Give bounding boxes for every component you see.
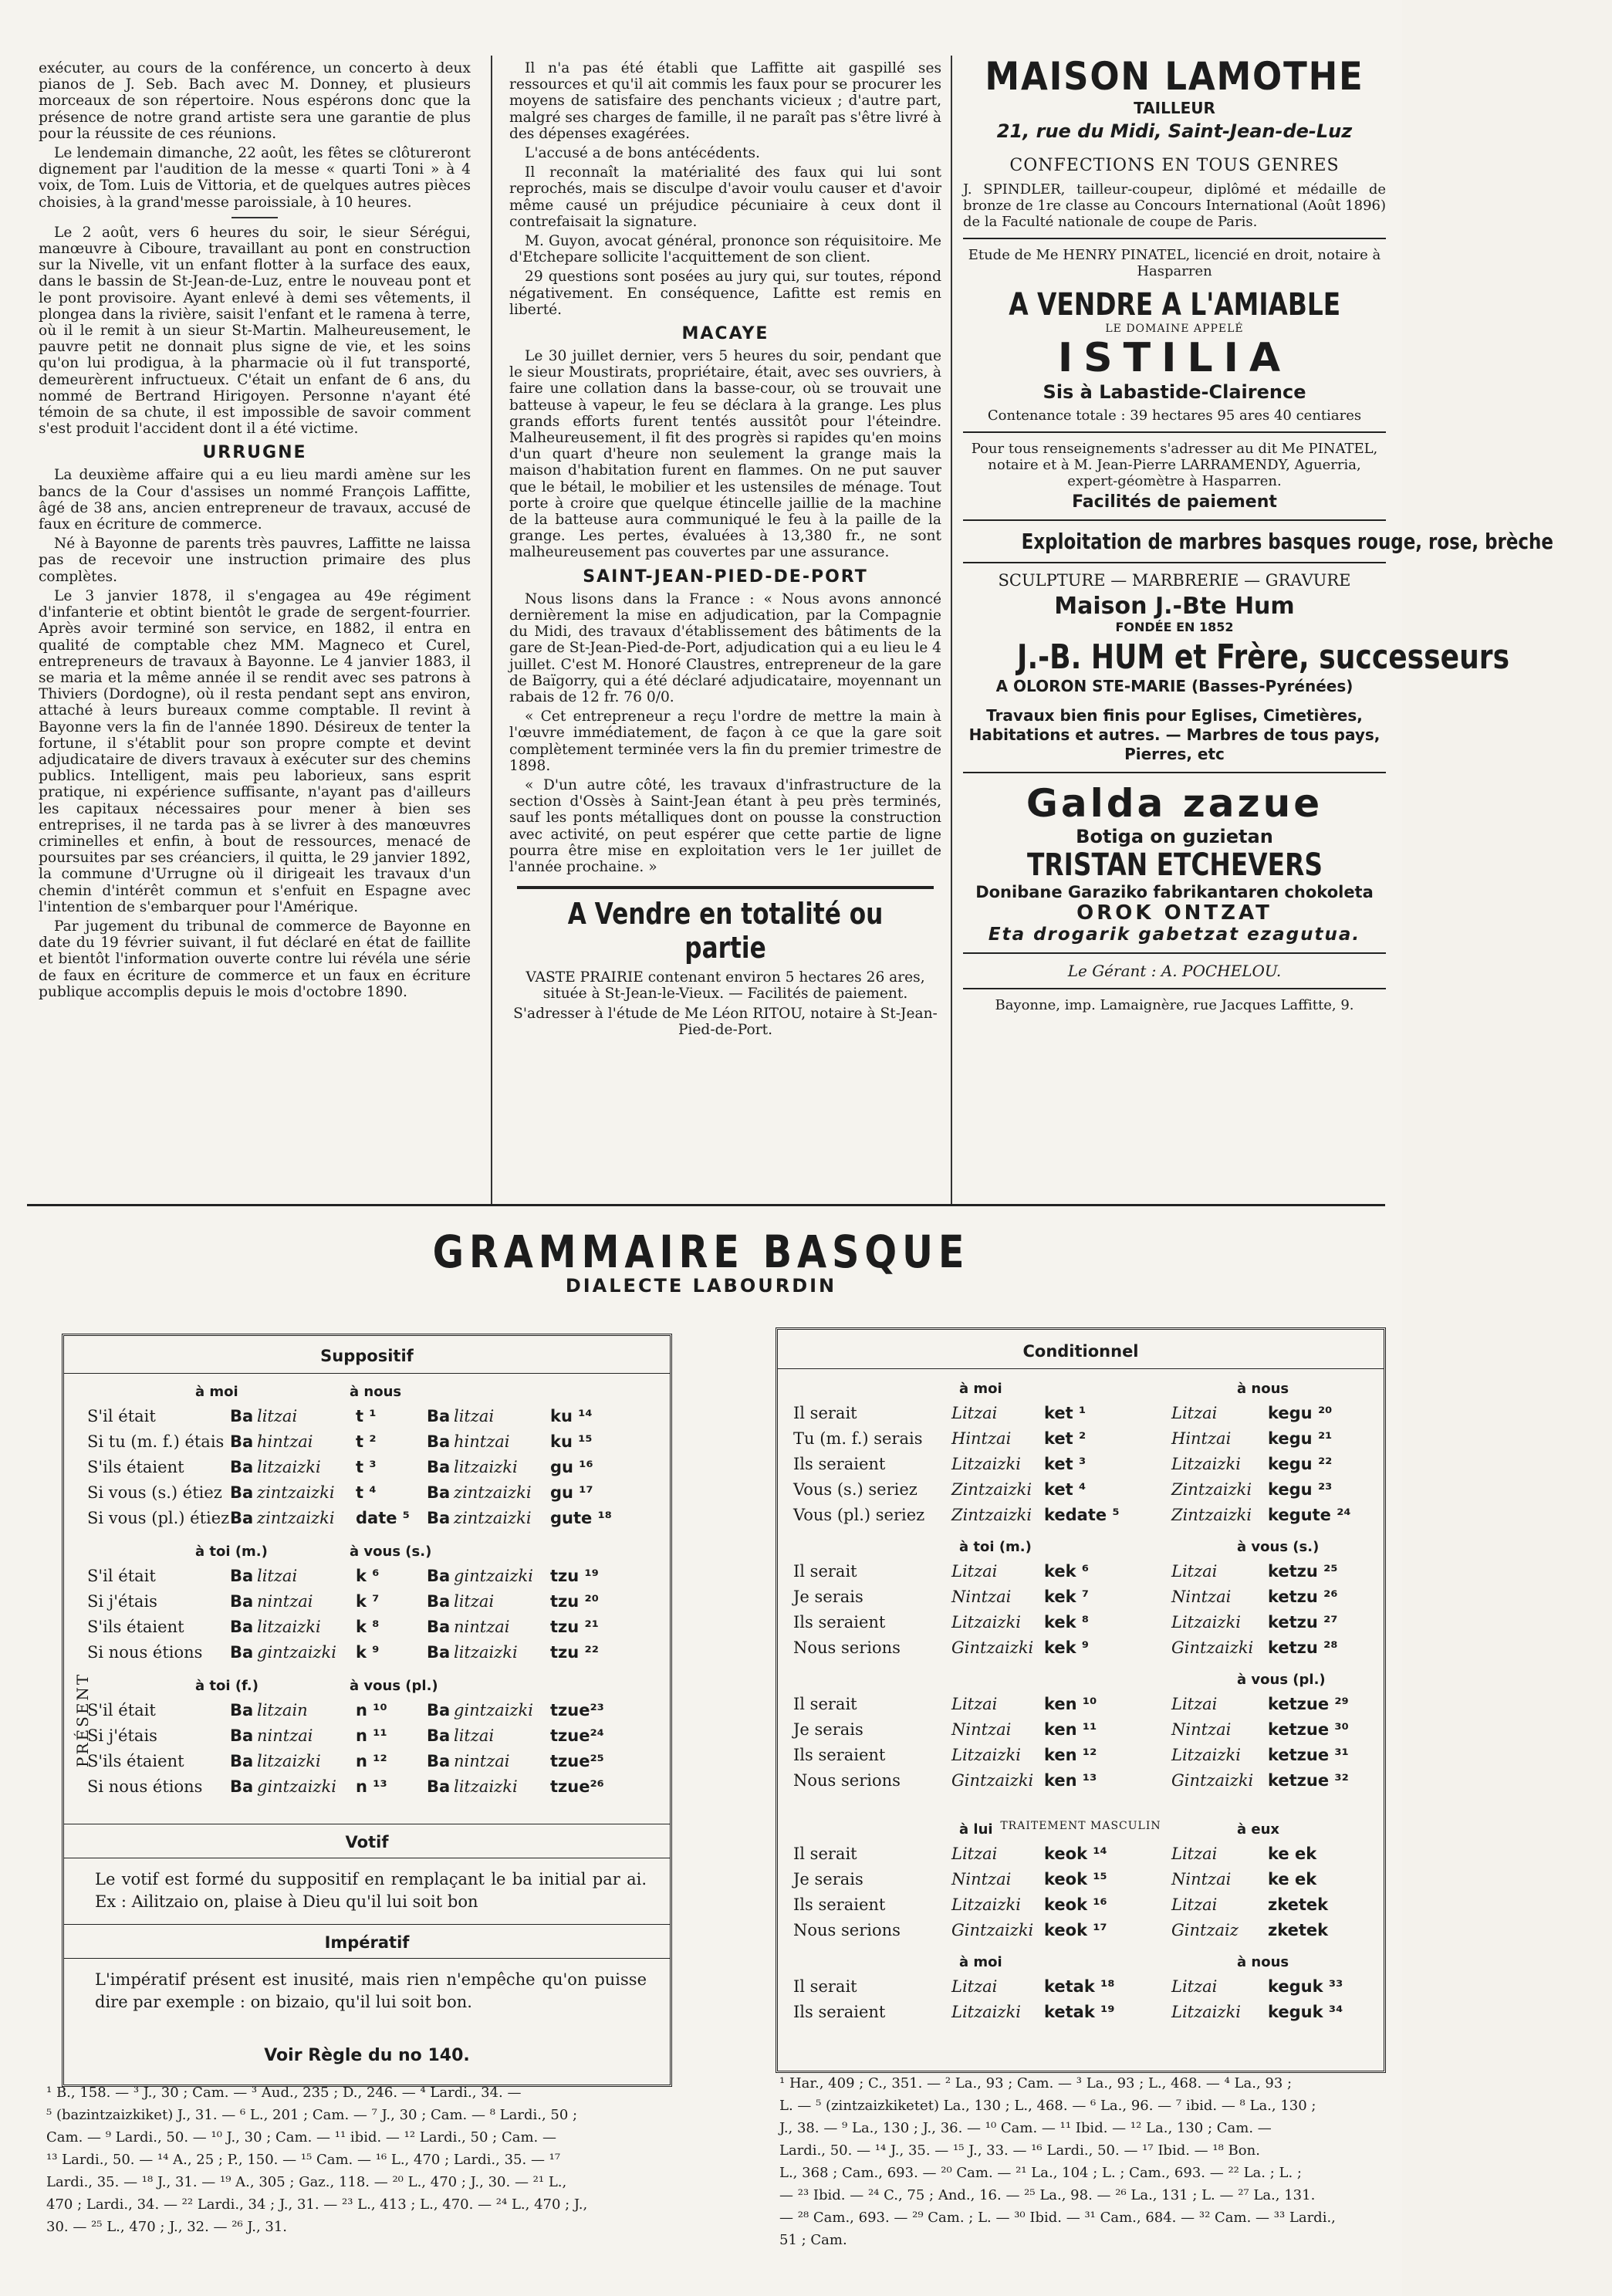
c2-para-7: Nous lisons dans la France : « Nous avons annoncé dernièrement la mise en adjudication, par la Compagnie du Midi, des travaux d'établissement des bâtiments de la gare de St-Jean-Pied-de-Port, adjudication qui a eu lieu le 4 juillet. C'est M. Honoré Claustres, entrepreneur de la gare de Baïgorry, qui a été déclaré adjudicataire, moyennant un rabais de 12 fr. 76 0/0. bbox=[509, 590, 941, 705]
ba-prefix: Ba bbox=[427, 1726, 451, 1745]
verb-suffix: kedate ⁵ bbox=[1044, 1506, 1120, 1524]
verb-suffix: n ¹³ bbox=[356, 1777, 387, 1796]
verb-suffix: ketak ¹⁸ bbox=[1044, 1977, 1115, 1996]
verb-suffix: tzu ²² bbox=[550, 1643, 599, 1662]
c1-para-1: exécuter, au cours de la conférence, un concerto à deux pianos de J. Seb. Bach avec M. Donney, et plusieurs morceaux de son répertoire. Nous espérons donc que la présence de notre grand artiste sera une garantie de plus pour la réussite de ces réunions. bbox=[39, 60, 471, 142]
verb-suffix: ketzue ²⁹ bbox=[1268, 1695, 1349, 1713]
verb-stem: Litzai bbox=[951, 1845, 998, 1863]
verb-stem: Litzai bbox=[1171, 1977, 1218, 1996]
verb-stem: zintzaizki bbox=[257, 1483, 335, 1502]
footnote-line: ¹³ Lardi., 50. — ¹⁴ A., 25 ; P., 150. — ¹⁵ Cam. — ¹⁶ L., 470 ; Lardi., 35. — ¹⁷ bbox=[46, 2152, 561, 2168]
footnote-line: — ²³ Ibid. — ²⁴ C., 75 ; And., 16. — ²⁵ La., 98. — ²⁶ La., 131 ; L. — ²⁷ La., 131. bbox=[779, 2187, 1316, 2203]
ad-domaine: LE DOMAINE APPELÉ bbox=[1105, 323, 1244, 335]
verb-stem: litzai bbox=[257, 1567, 298, 1585]
verb-suffix: ken ¹⁰ bbox=[1044, 1695, 1097, 1713]
form-label: S'il était bbox=[87, 1567, 156, 1585]
form-label: Il serait bbox=[793, 1845, 857, 1863]
form-label: Si nous étions bbox=[87, 1777, 203, 1796]
verb-suffix: ketzu ²⁶ bbox=[1268, 1588, 1338, 1606]
ba-prefix: Ba bbox=[230, 1592, 254, 1611]
ad-facilites: Facilités de paiement bbox=[1072, 492, 1277, 512]
ba-prefix: Ba bbox=[427, 1618, 451, 1636]
verb-stem: Litzaizki bbox=[951, 1613, 1021, 1632]
footnote-line: 30. — ²⁵ L., 470 ; J., 32. — ²⁶ J., 31. bbox=[46, 2219, 288, 2235]
column-rule bbox=[951, 56, 952, 1205]
verb-suffix: kegu ²² bbox=[1268, 1455, 1333, 1473]
ad-spindler: J. SPINDLER, tailleur-coupeur, diplômé et médaille de bronze de 1re classe au Concours International (Août 1896) de la Faculté nationale de coupe de Paris. bbox=[963, 181, 1386, 230]
ad-renseignements: Pour tous renseignements s'adresser au dit Me PINATEL, notaire et à M. Jean-Pierre LARRAMENDY, Aguerria, expert-géomètre à Hasparren. bbox=[971, 441, 1378, 489]
footnote-line: 51 ; Cam. bbox=[779, 2232, 847, 2248]
ba-prefix: Ba bbox=[427, 1643, 451, 1662]
verb-stem: litzai bbox=[257, 1407, 298, 1425]
verb-stem: Gintzaizki bbox=[1171, 1771, 1254, 1790]
verb-stem: nintzai bbox=[257, 1592, 313, 1611]
verb-stem: zintzaizki bbox=[454, 1483, 532, 1502]
verb-stem: Litzai bbox=[1171, 1695, 1218, 1713]
c2-para-8: « Cet entrepreneur a reçu l'ordre de mettre la main à l'œuvre immédiatement, de façon à ce que la gare soit complètement terminée vers la fin du premier trimestre de 1898. bbox=[509, 708, 941, 774]
ba-prefix: Ba bbox=[427, 1701, 451, 1719]
group-header: à vous (s.) bbox=[1237, 1539, 1320, 1555]
verb-suffix: ketzu ²⁸ bbox=[1268, 1638, 1338, 1657]
ad-rule bbox=[517, 886, 934, 889]
c1-para-5: Né à Bayonne de parents très pauvres, Laffitte ne laissa pas de recevoir une instruction primaire des plus complètes. bbox=[39, 536, 471, 585]
grammaire-title: GRAMMAIRE BASQUE bbox=[432, 1226, 970, 1278]
group-header: à toi (m.) bbox=[959, 1539, 1032, 1555]
group-header: à toi (f.) bbox=[195, 1678, 259, 1694]
form-label: Si tu (m. f.) étais bbox=[87, 1432, 225, 1451]
verb-stem: litzaizki bbox=[257, 1618, 321, 1636]
verb-suffix: k ⁷ bbox=[356, 1592, 380, 1611]
group-header: à eux bbox=[1237, 1821, 1280, 1838]
verb-stem: Gintzaizki bbox=[951, 1771, 1034, 1790]
verb-stem: Nintzai bbox=[1171, 1720, 1232, 1739]
verb-suffix: n ¹² bbox=[356, 1752, 387, 1770]
verb-suffix: tzue²³ bbox=[550, 1701, 604, 1719]
verb-stem: Litzai bbox=[1171, 1404, 1218, 1422]
ba-prefix: Ba bbox=[230, 1777, 254, 1796]
form-label: Si j'étais bbox=[87, 1726, 157, 1745]
verb-suffix: ket ¹ bbox=[1044, 1404, 1086, 1422]
verb-suffix: k ⁸ bbox=[356, 1618, 380, 1636]
conditionnel-title: Conditionnel bbox=[1022, 1342, 1139, 1361]
suppositif-title: Suppositif bbox=[320, 1347, 414, 1365]
ba-prefix: Ba bbox=[230, 1701, 254, 1719]
ba-prefix: Ba bbox=[230, 1458, 254, 1476]
form-label: S'ils étaient bbox=[87, 1618, 184, 1636]
verb-suffix: kek ⁶ bbox=[1044, 1562, 1090, 1581]
verb-suffix: tzu ¹⁹ bbox=[550, 1567, 599, 1585]
form-label: Ils seraient bbox=[793, 2003, 886, 2021]
verb-suffix: keguk ³⁴ bbox=[1268, 2003, 1343, 2021]
verb-suffix: n ¹⁰ bbox=[356, 1701, 387, 1719]
verb-suffix: keguk ³³ bbox=[1268, 1977, 1343, 1996]
ad-vendre-amiable: A VENDRE A L'AMIABLE bbox=[1008, 287, 1341, 323]
verb-stem: Litzai bbox=[1171, 1562, 1218, 1581]
ad-separator bbox=[963, 431, 1386, 433]
verb-stem: Nintzai bbox=[1171, 1588, 1232, 1606]
column-3-ads bbox=[963, 54, 1553, 1196]
ba-prefix: Ba bbox=[230, 1618, 254, 1636]
footnotes-right bbox=[779, 2072, 1389, 2251]
ba-prefix: Ba bbox=[427, 1592, 451, 1611]
verb-suffix: t ² bbox=[356, 1432, 377, 1451]
form-label: Il serait bbox=[793, 1695, 857, 1713]
verb-stem: litzai bbox=[454, 1726, 495, 1745]
verb-suffix: ken ¹³ bbox=[1044, 1771, 1097, 1790]
imperatif-text: L'impératif présent est inusité, mais rien n'empêche qu'on puisse dire par exemple : on bizaio, qu'il lui soit bon. bbox=[95, 1970, 647, 2011]
group-header: à toi (m.) bbox=[195, 1544, 268, 1560]
footnote-line: 470 ; Lardi., 34. — ²² Lardi., 34 ; J., 31. — ²³ L., 413 ; L., 470. — ²⁴ L., 470 ; J., bbox=[46, 2196, 588, 2213]
group-header: à lui bbox=[959, 1821, 993, 1838]
verb-suffix: ketzu ²⁵ bbox=[1268, 1562, 1338, 1581]
verb-stem: litzai bbox=[454, 1592, 495, 1611]
verb-suffix: kek ⁸ bbox=[1044, 1613, 1090, 1632]
c2-para-6: Le 30 juillet dernier, vers 5 heures du soir, pendant que le sieur Moustirats, propriétaire, était, avec ses ouvriers, à faire une collation dans la basse-cour, où se trouvait une batteuse à vapeur, le feu se déclara à la grange. Les plus grands efforts furent tentés aussitôt pour l'éteindre. Malheureusement, il fit des progrès si rapides qu'en moins d'un quart d'heure non seulement la grange mais la maison d'habitation furent en flammes. On ne put sauver que le bétail, le mobilier et les ustensiles de ménage. Tout porte à croire que quelque étincelle jaillie de la machine de la batteuse aura communiqué le feu à la paille de la grange. Les pertes, évaluées à 13,380 fr., ne sont malheureusement pas couvertes par une assurance. bbox=[509, 348, 941, 561]
form-label: Ils seraient bbox=[793, 1613, 886, 1632]
ba-prefix: Ba bbox=[427, 1458, 451, 1476]
verb-suffix: t ¹ bbox=[356, 1407, 377, 1425]
footnote-line: ¹ Har., 409 ; C., 351. — ² La., 93 ; Cam. — ³ La., 93 ; L., 468. — ⁴ La., 93 ; bbox=[779, 2075, 1293, 2091]
verb-suffix: k ⁹ bbox=[356, 1643, 380, 1662]
verb-stem: litzai bbox=[454, 1407, 495, 1425]
group-header: à nous bbox=[350, 1384, 402, 1400]
ad-travaux: Travaux bien finis pour Eglises, Cimetières, Habitations et autres. — Marbres de tous pays, Pierres, etc bbox=[968, 706, 1381, 763]
verb-stem: nintzai bbox=[454, 1752, 510, 1770]
ad-marbres: Exploitation de marbres basques rouge, rose, brèche bbox=[1021, 529, 1553, 554]
ad-vendre-line1: VASTE PRAIRIE contenant environ 5 hectares 26 ares, située à St-Jean-le-Vieux. — Facilités de paiement. bbox=[526, 969, 925, 1003]
verb-suffix: ke ek bbox=[1268, 1870, 1317, 1889]
form-label: Nous serions bbox=[793, 1638, 901, 1657]
verb-stem: Gintzaizki bbox=[951, 1921, 1034, 1939]
verb-stem: Litzai bbox=[1171, 1895, 1218, 1914]
ad-hum: Maison J.-Bte Hum bbox=[1054, 593, 1295, 620]
footnote-line: ¹ B., 158. — ³ J., 30 ; Cam. — ³ Aud., 235 ; D., 246. — ⁴ Lardi., 34. — bbox=[46, 2085, 522, 2101]
ba-prefix: Ba bbox=[427, 1432, 451, 1451]
verb-suffix: kegu ²³ bbox=[1268, 1480, 1333, 1499]
form-label: S'il était bbox=[87, 1701, 156, 1719]
verb-suffix: ke ek bbox=[1268, 1845, 1317, 1863]
column-2 bbox=[509, 60, 941, 1202]
footnote-line: Lardi., 50. — ¹⁴ J., 35. — ¹⁵ J., 33. — ¹⁶ Lardi., 50. — ¹⁷ Ibid. — ¹⁸ Bon. bbox=[779, 2142, 1260, 2159]
ad-separator bbox=[963, 772, 1386, 773]
verb-suffix: keok ¹⁵ bbox=[1044, 1870, 1107, 1889]
form-label: Je serais bbox=[793, 1720, 863, 1739]
ba-prefix: Ba bbox=[427, 1567, 451, 1585]
heading-macaye: MACAYE bbox=[681, 324, 769, 344]
ba-prefix: Ba bbox=[427, 1752, 451, 1770]
votif-text: Le votif est formé du suppositif en remplaçant le ba initial par ai. Ex : Ailitzaio on, plaise à Dieu qu'il lui soit bon bbox=[95, 1870, 647, 1911]
c2-para-2: L'accusé a de bons antécédents. bbox=[525, 145, 760, 162]
verb-stem: litzain bbox=[257, 1701, 308, 1719]
form-label: Ils seraient bbox=[793, 1895, 886, 1914]
verb-suffix: kek ⁷ bbox=[1044, 1588, 1090, 1606]
verb-stem: gintzaizki bbox=[454, 1567, 533, 1585]
verb-stem: Hintzai bbox=[951, 1429, 1012, 1448]
verb-stem: Zintzaizki bbox=[1171, 1480, 1252, 1499]
c1-para-7: Par jugement du tribunal de commerce de Bayonne en date du 19 février suivant, il fut déclaré en état de faillite et bientôt l'information ouverte contre lui révéla une série de faux en écriture de commerce et un faux en écriture publique accomplis depuis le mois d'octobre 1890. bbox=[39, 918, 471, 1000]
ad-vendre-prairie bbox=[509, 897, 941, 1038]
footnote-line: J., 38. — ⁹ La., 130 ; J., 36. — ¹⁰ Cam. — ¹¹ Ibid. — ¹² La., 130 ; Cam. — bbox=[779, 2120, 1272, 2136]
verb-stem: Zintzaizki bbox=[951, 1506, 1032, 1524]
verb-stem: Litzai bbox=[951, 1404, 998, 1422]
c1-para-6: Le 3 janvier 1878, il s'engagea au 49e régiment d'infanterie et obtint bientôt le grade de sergent-fourrier. Après avoir terminé son service, en 1882, il entra en qualité de comptable chez MM. Magneco et Curel, entrepreneurs de travaux à Bayonne. Le 4 janvier 1883, il se maria et la même année il se rendit avec ses patrons à Thiviers (Dordogne), où il resta pendant sept ans environ, attaché à leurs bureaux comme comptable. Il revint à Bayonne vers la fin de l'année 1890. Désireux de tenter la fortune, il s'établit pour son propre compte et devint adjudicataire de divers travaux à exécuter sur des chemins publics. Intelligent, mais peu laborieux, sans esprit pratique, ni expérience suffisante, n'ayant pas d'ailleurs les capitaux nécessaires pour mener à bien ses entreprises, il ne tarda pas à se livrer à des manœuvres criminelles et enfin, à bout de ressources, menacé de poursuites par ses créanciers, il quitta, le 29 janvier 1892, la commune d'Urrugne où il dirigeait les travaux d'un chemin d'intérêt commun et s'enfuit en Espagne avec l'intention de s'embarquer pour l'Amérique. bbox=[39, 587, 471, 915]
group-header: à moi bbox=[195, 1384, 238, 1400]
ba-prefix: Ba bbox=[230, 1752, 254, 1770]
c2-para-1: Il n'a pas été établi que Laffitte ait gaspillé ses ressources et qu'il ait commis les faux pour se procurer les moyens de satisfaire des penchants vicieux ; d'autre part, malgré ses charges de famille, il ne paraît pas s'être livré à des dépenses exagérées. bbox=[509, 60, 941, 142]
ba-prefix: Ba bbox=[427, 1483, 451, 1502]
ad-separator bbox=[963, 988, 1386, 989]
form-label: Vous (pl.) seriez bbox=[793, 1506, 925, 1524]
verb-stem: litzaizki bbox=[454, 1643, 518, 1662]
c2-para-5: 29 questions sont posées au jury qui, sur toutes, répond négativement. En conséquence, Lafitte est remis en liberté. bbox=[509, 269, 941, 318]
verb-suffix: gute ¹⁸ bbox=[550, 1509, 612, 1527]
form-label: Je serais bbox=[793, 1870, 863, 1889]
verb-suffix: tzue²⁵ bbox=[550, 1752, 604, 1770]
footnote-line: L., 368 ; Cam., 693. — ²⁰ Cam. — ²¹ La., 104 ; L. ; Cam., 693. — ²² La. ; L. ; bbox=[779, 2165, 1302, 2181]
verb-stem: litzaizki bbox=[257, 1752, 321, 1770]
footnote-line: — ²⁸ Cam., 693. — ²⁹ Cam. ; L. — ³⁰ Ibid. — ³¹ Cam., 684. — ³² Cam. — ³³ Lardi., bbox=[779, 2210, 1336, 2226]
ad-etude: Etude de Me HENRY PINATEL, licencié en droit, notaire à Hasparren bbox=[968, 247, 1381, 279]
c2-para-3: Il reconnaît la matérialité des faux qui lui sont reprochés, mais se disculpe d'avoir voulu causer et d'avoir même causé un préjudice pécuniaire à ceux dont il contrefaisait la signature. bbox=[509, 164, 941, 230]
form-label: Ils seraient bbox=[793, 1746, 886, 1764]
group-header: à vous (s.) bbox=[350, 1544, 432, 1560]
ba-prefix: Ba bbox=[230, 1726, 254, 1745]
ba-prefix: Ba bbox=[230, 1643, 254, 1662]
verb-stem: Nintzai bbox=[951, 1588, 1012, 1606]
verb-stem: nintzai bbox=[454, 1618, 510, 1636]
verb-stem: gintzaizki bbox=[257, 1643, 336, 1662]
ba-prefix: Ba bbox=[230, 1567, 254, 1585]
verb-suffix: ketzue ³¹ bbox=[1268, 1746, 1349, 1764]
ad-lamothe-tailleur: TAILLEUR bbox=[1134, 99, 1215, 117]
verb-suffix: date ⁵ bbox=[356, 1509, 410, 1527]
ad-confections: CONFECTIONS EN TOUS GENRES bbox=[1009, 156, 1340, 175]
verb-suffix: ken ¹¹ bbox=[1044, 1720, 1097, 1739]
verb-stem: Litzaizki bbox=[1171, 1613, 1241, 1632]
verb-suffix: ket ³ bbox=[1044, 1455, 1086, 1473]
suppositif-table bbox=[62, 1334, 672, 2087]
verb-suffix: kegu ²¹ bbox=[1268, 1429, 1333, 1448]
verb-stem: Litzaizki bbox=[951, 2003, 1021, 2021]
verb-suffix: keok ¹⁷ bbox=[1044, 1921, 1107, 1939]
form-label: Il serait bbox=[793, 1562, 857, 1581]
ad-contenance: Contenance totale : 39 hectares 95 ares 40 centiares bbox=[987, 407, 1362, 424]
verb-stem: Nintzai bbox=[1171, 1870, 1232, 1889]
form-label: Nous serions bbox=[793, 1771, 901, 1790]
verb-suffix: ketak ¹⁹ bbox=[1044, 2003, 1115, 2021]
voir-regle: Voir Règle du no 140. bbox=[264, 2046, 470, 2065]
form-label: Si vous (s.) étiez bbox=[87, 1483, 222, 1502]
ad-lamothe-title: MAISON LAMOTHE bbox=[985, 54, 1364, 99]
verb-suffix: keok ¹⁶ bbox=[1044, 1895, 1107, 1914]
verb-suffix: ketzu ²⁷ bbox=[1268, 1613, 1338, 1632]
group-header: à moi bbox=[959, 1381, 1002, 1397]
form-label: S'ils étaient bbox=[87, 1458, 184, 1476]
verb-stem: Litzai bbox=[951, 1695, 998, 1713]
verb-stem: gintzaizki bbox=[257, 1777, 336, 1796]
column-1 bbox=[39, 60, 471, 1202]
ad-botiga: Botiga on guzietan bbox=[1076, 826, 1273, 847]
votif-title: Votif bbox=[345, 1833, 389, 1851]
verb-suffix: kegu ²⁰ bbox=[1268, 1404, 1333, 1422]
group-header: à moi bbox=[959, 1954, 1002, 1970]
ba-prefix: Ba bbox=[230, 1509, 254, 1527]
group-header: à nous bbox=[1237, 1381, 1289, 1397]
c1-para-2: Le lendemain dimanche, 22 août, les fêtes se clôtureront dignement par l'audition de la messe « quarti Toni » à 4 voix, de Tom. Luis de Vittoria, et de quelques autres pièces choisies, à la grand'messe paroissiale, à 10 heures. bbox=[39, 145, 471, 211]
present-label: PRÉSENT bbox=[73, 1672, 92, 1767]
ba-prefix: Ba bbox=[427, 1777, 451, 1796]
verb-stem: Gintzaizki bbox=[951, 1638, 1034, 1657]
verb-stem: Litzaizki bbox=[951, 1455, 1021, 1473]
verb-suffix: tzu ²⁰ bbox=[550, 1592, 599, 1611]
footnote-line: ⁵ (bazintzaizkiket) J., 31. — ⁶ L., 201 ; Cam. — ⁷ J., 30 ; Cam. — ⁸ Lardi., 50 ; bbox=[46, 2107, 578, 2123]
ad-separator bbox=[963, 562, 1386, 563]
verb-stem: litzaizki bbox=[454, 1777, 518, 1796]
ad-separator bbox=[963, 952, 1386, 954]
ad-separator bbox=[963, 519, 1386, 521]
form-label: Il serait bbox=[793, 1404, 857, 1422]
verb-stem: litzaizki bbox=[454, 1458, 518, 1476]
imprimeur: Bayonne, imp. Lamaignère, rue Jacques Laffitte, 9. bbox=[995, 997, 1354, 1013]
form-label: Tu (m. f.) serais bbox=[793, 1429, 923, 1448]
ad-vendre-title: A Vendre en totalité ou partie bbox=[567, 897, 884, 965]
verb-suffix: ku ¹⁴ bbox=[550, 1407, 593, 1425]
c1-para-3: Le 2 août, vers 6 heures du soir, le sieur Sérégui, manœuvre à Ciboure, travaillant au pont en construction sur la Nivelle, vit un enfant flotter à la surface des eaux, dans le bassin de St-Jean-de-Luz, entre le nouveau pont et le pont provisoire. Ayant enlevé à demi ses vêtements, il plongea dans la rivière, saisit l'enfant et le ramena à terre, où il le remit à un sieur St-Martin. Malheureusement, le pauvre petit ne donnait plus signe de vie, et les soins qu'on lui prodigua, à la pharmacie où il fut transporté, demeurèrent infructueux. C'était un enfant de 6 ans, du nommé de Bertrand Hirigoyen. Personne n'ayant été témoin de sa chute, il est impossible de savoir comment s'est produit l'accident dont il a été victime. bbox=[39, 224, 471, 438]
form-label: Si vous (pl.) étiez bbox=[87, 1509, 230, 1527]
traitement-masculin: TRAITEMENT MASCULIN bbox=[1000, 1820, 1161, 1832]
form-label: Si j'étais bbox=[87, 1592, 157, 1611]
ad-separator bbox=[963, 238, 1386, 239]
verb-stem: Gintzaiz bbox=[1171, 1921, 1239, 1939]
form-label: Vous (s.) seriez bbox=[793, 1480, 918, 1499]
ba-prefix: Ba bbox=[427, 1509, 451, 1527]
verb-stem: Litzaizki bbox=[951, 1895, 1021, 1914]
ad-sculpture: SCULPTURE — MARBRERIE — GRAVURE bbox=[998, 571, 1351, 590]
ba-prefix: Ba bbox=[230, 1407, 254, 1425]
ad-sis: Sis à Labastide-Clairence bbox=[1043, 381, 1306, 403]
form-label: S'il était bbox=[87, 1407, 156, 1425]
verb-suffix: kek ⁹ bbox=[1044, 1638, 1090, 1657]
verb-suffix: tzu ²¹ bbox=[550, 1618, 599, 1636]
verb-stem: Litzaizki bbox=[1171, 1746, 1241, 1764]
c2-para-9: « D'un autre côté, les travaux d'infrastructure de la section d'Ossès à Saint-Jean étant à peu près terminés, sauf les ponts métalliques dont on pousse la construction avec activité, on peut espérer que cette partie de ligne pourra être mise en exploitation vers le 1er juillet de l'année prochaine. » bbox=[509, 776, 941, 875]
group-header: à vous (pl.) bbox=[1237, 1672, 1326, 1688]
ba-prefix: Ba bbox=[230, 1432, 254, 1451]
verb-suffix: gu ¹⁷ bbox=[550, 1483, 593, 1502]
verb-suffix: tzue²⁶ bbox=[550, 1777, 604, 1796]
verb-suffix: tzue²⁴ bbox=[550, 1726, 604, 1745]
form-label: Il serait bbox=[793, 1977, 857, 1996]
verb-suffix: zketek bbox=[1268, 1895, 1329, 1914]
verb-suffix: gu ¹⁶ bbox=[550, 1458, 593, 1476]
verb-suffix: ku ¹⁵ bbox=[550, 1432, 593, 1451]
verb-suffix: n ¹¹ bbox=[356, 1726, 387, 1745]
verb-suffix: ket ² bbox=[1044, 1429, 1086, 1448]
footnote-line: Cam. — ⁹ Lardi., 50. — ¹⁰ J., 30 ; Cam. — ¹¹ ibid. — ¹² Lardi., 50 ; Cam. — bbox=[46, 2129, 556, 2146]
group-header: à nous bbox=[1237, 1954, 1289, 1970]
conditionnel-table bbox=[776, 1327, 1386, 2073]
verb-stem: zintzaizki bbox=[257, 1509, 335, 1527]
ba-prefix: Ba bbox=[427, 1407, 451, 1425]
verb-stem: Litzai bbox=[951, 1977, 998, 1996]
verb-suffix: zketek bbox=[1268, 1921, 1329, 1939]
verb-stem: zintzaizki bbox=[454, 1509, 532, 1527]
section-rule bbox=[27, 1204, 1385, 1206]
verb-suffix: keok ¹⁴ bbox=[1044, 1845, 1107, 1863]
verb-stem: litzaizki bbox=[257, 1458, 321, 1476]
verb-suffix: t ³ bbox=[356, 1458, 377, 1476]
verb-stem: hintzai bbox=[257, 1432, 313, 1451]
verb-stem: Litzai bbox=[951, 1562, 998, 1581]
verb-suffix: ket ⁴ bbox=[1044, 1480, 1086, 1499]
verb-stem: Zintzaizki bbox=[951, 1480, 1032, 1499]
verb-stem: Litzaizki bbox=[1171, 2003, 1241, 2021]
ad-istilia: ISTILIA bbox=[1057, 335, 1292, 381]
ad-hum-frere: J.-B. HUM et Frère, successeurs bbox=[1017, 637, 1510, 677]
form-label: Si nous étions bbox=[87, 1643, 203, 1662]
ad-galda: Galda zazue bbox=[1026, 781, 1323, 826]
verb-stem: gintzaizki bbox=[454, 1701, 533, 1719]
heading-urrugne: URRUGNE bbox=[202, 443, 307, 463]
column-rule bbox=[491, 56, 492, 1205]
verb-stem: Zintzaizki bbox=[1171, 1506, 1252, 1524]
verb-suffix: kegute ²⁴ bbox=[1268, 1506, 1351, 1524]
verb-stem: Litzai bbox=[1171, 1845, 1218, 1863]
verb-stem: Gintzaizki bbox=[1171, 1638, 1254, 1657]
form-label: S'ils étaient bbox=[87, 1752, 184, 1770]
grammaire-subtitle: DIALECTE LABOURDIN bbox=[565, 1275, 837, 1297]
verb-stem: Nintzai bbox=[951, 1870, 1012, 1889]
ad-eta: Eta drogarik gabetzat ezagutua. bbox=[988, 925, 1361, 945]
form-label: Nous serions bbox=[793, 1921, 901, 1939]
ba-prefix: Ba bbox=[230, 1483, 254, 1502]
verb-stem: Litzaizki bbox=[1171, 1455, 1241, 1473]
verb-stem: Hintzai bbox=[1171, 1429, 1232, 1448]
footnote-line: L. — ⁵ (zintzaizkiketet) La., 130 ; L., 468. — ⁶ La., 96. — ⁷ ibid. — ⁸ La., 130 ; bbox=[779, 2098, 1316, 2114]
form-label: Je serais bbox=[793, 1588, 863, 1606]
heading-saint-jean: SAINT-JEAN-PIED-DE-PORT bbox=[583, 566, 868, 587]
verb-suffix: ketzue ³⁰ bbox=[1268, 1720, 1349, 1739]
verb-suffix: k ⁶ bbox=[356, 1567, 380, 1585]
ad-tristan: TRISTAN ETCHEVERS bbox=[1026, 847, 1323, 883]
verb-stem: hintzai bbox=[454, 1432, 510, 1451]
c2-para-4: M. Guyon, avocat général, prononce son réquisitoire. Me d'Etchepare sollicite l'acquittement de son client. bbox=[509, 233, 941, 266]
ad-lamothe-address: 21, rue du Midi, Saint-Jean-de-Luz bbox=[996, 120, 1353, 142]
verb-suffix: ken ¹² bbox=[1044, 1746, 1097, 1764]
ad-vendre-line2: S'adresser à l'étude de Me Léon RITOU, notaire à St-Jean-Pied-de-Port. bbox=[513, 1005, 938, 1038]
verb-stem: Litzaizki bbox=[951, 1746, 1021, 1764]
ad-fondee: FONDÉE EN 1852 bbox=[1115, 620, 1234, 634]
footnotes-left bbox=[46, 2081, 671, 2238]
verb-suffix: t ⁴ bbox=[356, 1483, 377, 1502]
form-label: Ils seraient bbox=[793, 1455, 886, 1473]
gerant: Le Gérant : A. POCHELOU. bbox=[1067, 962, 1282, 980]
footnote-line: Lardi., 35. — ¹⁸ J., 31. — ¹⁹ A., 305 ; Gaz., 118. — ²⁰ L., 470 ; J., 30. — ²¹ L., bbox=[46, 2174, 567, 2190]
verb-suffix: ketzue ³² bbox=[1268, 1771, 1349, 1790]
ad-oloron: A OLORON STE-MARIE (Basses-Pyrénées) bbox=[995, 677, 1353, 695]
c1-para-4: La deuxième affaire qui a eu lieu mardi amène sur les bancs de la Cour d'assises un nommé François Laffitte, âgé de 38 ans, ancien entrepreneur de travaux, accusé de faux en écriture de commerce. bbox=[39, 467, 471, 533]
group-header: à vous (pl.) bbox=[350, 1678, 438, 1694]
verb-stem: nintzai bbox=[257, 1726, 313, 1745]
imperatif-title: Impératif bbox=[324, 1933, 410, 1952]
ad-orok: OROK ONTZAT bbox=[1076, 901, 1272, 925]
verb-stem: Nintzai bbox=[951, 1720, 1012, 1739]
divider bbox=[231, 217, 278, 218]
ad-donibane: Donibane Garaziko fabrikantaren chokoleta bbox=[975, 883, 1374, 901]
